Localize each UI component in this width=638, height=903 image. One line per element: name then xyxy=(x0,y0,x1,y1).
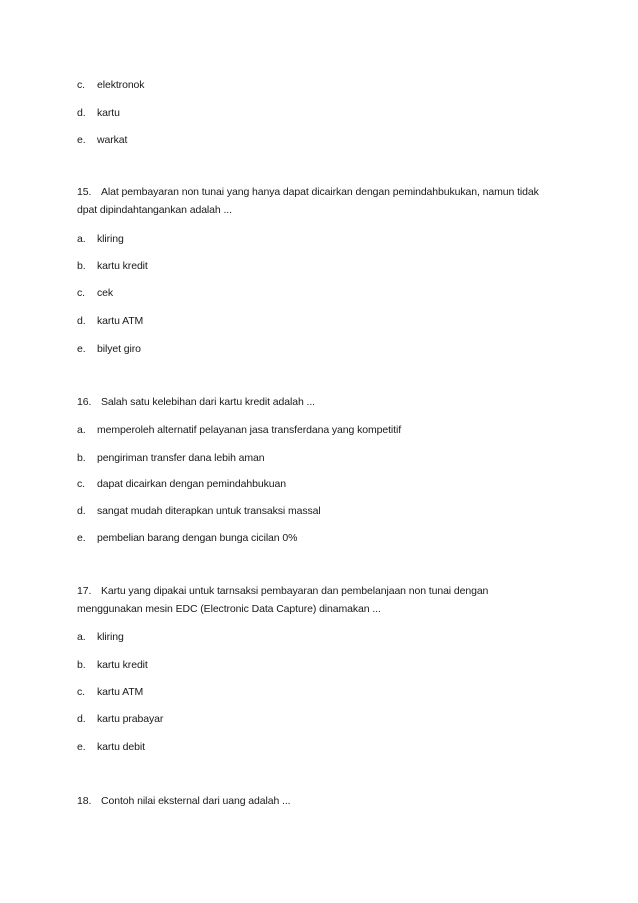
option-label: b. xyxy=(77,260,86,272)
option-text: bilyet giro xyxy=(97,343,141,355)
option-text: pembelian barang dengan bunga cicilan 0% xyxy=(97,532,298,544)
option-label: d. xyxy=(77,505,86,517)
question-15-option-c xyxy=(77,286,577,300)
question-17-line2 xyxy=(77,602,577,616)
option-text: kartu prabayar xyxy=(97,713,164,725)
question-text: Contoh nilai eksternal dari uang adalah ... xyxy=(101,795,291,807)
option-label: c. xyxy=(77,79,85,91)
option-text: elektronok xyxy=(97,79,145,91)
option-text: pengiriman transfer dana lebih aman xyxy=(97,452,265,464)
option-label: e. xyxy=(77,134,86,146)
option-text: warkat xyxy=(97,134,128,146)
option-label: e. xyxy=(77,532,86,544)
option-text: dapat dicairkan dengan pemindahbukuan xyxy=(97,478,286,490)
question-17-option-b xyxy=(77,658,577,672)
option-label: e. xyxy=(77,741,86,753)
option-text: kartu kredit xyxy=(97,260,148,272)
option-text: kartu kredit xyxy=(97,659,148,671)
question-text-continued: menggunakan mesin EDC (Electronic Data Capture) dinamakan ... xyxy=(77,603,381,615)
question-15-option-e xyxy=(77,342,577,356)
option-label: c. xyxy=(77,287,85,299)
option-label: b. xyxy=(77,659,86,671)
option-label: a. xyxy=(77,631,86,643)
question-15-option-b xyxy=(77,259,577,273)
option-label: a. xyxy=(77,233,86,245)
question-15-line1 xyxy=(77,185,577,199)
option-label: a. xyxy=(77,424,86,436)
question-number: 18. xyxy=(77,795,92,807)
question-17-option-a xyxy=(77,630,577,644)
question-16-option-a xyxy=(77,423,577,437)
option-label: e. xyxy=(77,343,86,355)
option-text: kartu ATM xyxy=(97,686,144,698)
question-text: Kartu yang dipakai untuk tarnsaksi pembayaran dan pembelanjaan non tunai dengan xyxy=(101,585,489,597)
question-16-option-c xyxy=(77,477,577,491)
option-text: kartu xyxy=(97,107,120,119)
question-15-line2 xyxy=(77,203,577,217)
question-15-option-d xyxy=(77,314,577,328)
option-d xyxy=(77,106,577,120)
option-label: c. xyxy=(77,686,85,698)
question-17-option-d xyxy=(77,712,577,726)
option-label: b. xyxy=(77,452,86,464)
option-text: kartu ATM xyxy=(97,315,144,327)
question-16-option-b xyxy=(77,451,577,465)
option-label: c. xyxy=(77,478,85,490)
option-text: kartu debit xyxy=(97,741,145,753)
question-17-line1 xyxy=(77,584,577,598)
question-16-option-d xyxy=(77,504,577,518)
option-label: d. xyxy=(77,713,86,725)
question-number: 15. xyxy=(77,186,92,198)
option-e xyxy=(77,133,577,147)
question-text: Salah satu kelebihan dari kartu kredit adalah ... xyxy=(101,396,315,408)
option-label: d. xyxy=(77,107,86,119)
option-text: sangat mudah diterapkan untuk transaksi massal xyxy=(97,505,321,517)
option-c xyxy=(77,78,577,92)
option-text: kliring xyxy=(97,233,124,245)
question-text: Alat pembayaran non tunai yang hanya dapat dicairkan dengan pemindahbukukan, namun tidak xyxy=(101,186,539,198)
question-16-line1 xyxy=(77,395,577,409)
question-number: 17. xyxy=(77,585,92,597)
option-text: cek xyxy=(97,287,114,299)
question-15-option-a xyxy=(77,232,577,246)
question-18-line1 xyxy=(77,794,577,808)
question-text-continued: dpat dipindahtangankan adalah ... xyxy=(77,204,232,216)
option-text: memperoleh alternatif pelayanan jasa transferdana yang kompetitif xyxy=(97,424,402,436)
question-number: 16. xyxy=(77,396,92,408)
option-label: d. xyxy=(77,315,86,327)
question-17-option-c xyxy=(77,685,577,699)
question-16-option-e xyxy=(77,531,577,545)
option-text: kliring xyxy=(97,631,124,643)
question-17-option-e xyxy=(77,740,577,754)
